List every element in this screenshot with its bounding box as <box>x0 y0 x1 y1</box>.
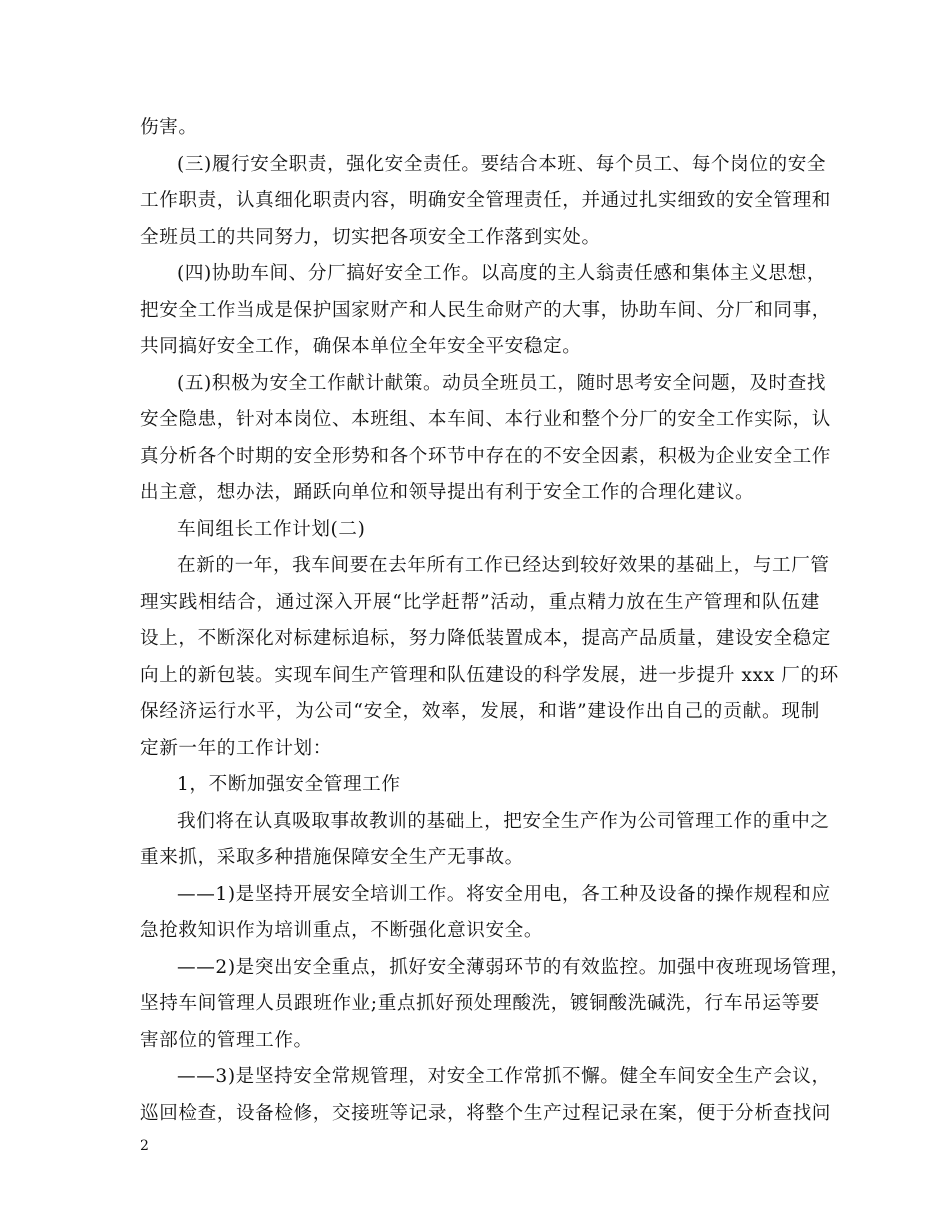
text-line: 害部位的管理工作。 <box>140 1029 313 1051</box>
text-line: (三)履行安全职责，强化安全责任。要结合本班、每个员工、每个岗位的安全 <box>177 153 827 175</box>
text-line: 理实践相结合，通过深入开展“比学赶帮”活动，重点精力放在生产管理和队伍建 <box>140 591 820 613</box>
text-line: 安全隐患，针对本岗位、本班组、本车间、本行业和整个分厂的安全工作实际，认 <box>140 409 831 430</box>
text-line: 共同搞好安全工作，确保本单位全年安全平安稳定。 <box>140 336 582 357</box>
text-line: 把安全工作当成是保护国家财产和人民生命财产的大事，协助车间、分厂和同事， <box>140 299 831 321</box>
text-line: 坚持车间管理人员跟班作业;重点抓好预处理酸洗，镀铜酸洗碱洗，行车吊运等要 <box>140 993 820 1014</box>
text-line: 重来抓，采取多种措施保障安全生产无事故。 <box>140 847 524 868</box>
text-line: (五)积极为安全工作献计献策。动员全班员工，随时思考安全问题，及时查找 <box>177 372 827 394</box>
text-line: ——1)是坚持开展安全培训工作。将安全用电，各工种及设备的操作规程和应 <box>177 883 831 905</box>
section-heading: 车间组长工作计划(二) <box>177 518 366 540</box>
text-line: 我们将在认真吸取事故教训的基础上，把安全生产作为公司管理工作的重中之 <box>177 810 830 832</box>
text-line: 设上，不断深化对标建标追标，努力降低装置成本，提高产品质量，建设安全稳定 <box>140 628 831 649</box>
text-line: ——3)是坚持安全常规管理，对安全工作常抓不懈。健全车间安全生产会议， <box>177 1066 831 1087</box>
text-line: 全班员工的共同努力，切实把各项安全工作落到实处。 <box>140 226 601 248</box>
text-line: 伤害。 <box>140 117 198 138</box>
text-line: 定新一年的工作计划： <box>140 737 332 759</box>
text-line: 向上的新包装。实现车间生产管理和队伍建设的科学发展，进一步提升 xxx 厂的环 <box>140 664 839 686</box>
text-line: 在新的一年，我车间要在去年所有工作已经达到较好效果的基础上，与工厂管 <box>177 555 830 576</box>
text-line: 工作职责，认真细化职责内容，明确安全管理责任，并通过扎实细致的安全管理和 <box>140 190 831 211</box>
subsection-heading: 1，不断加强安全管理工作 <box>177 774 401 795</box>
text-line: 急抢救知识作为培训重点，不断强化意识安全。 <box>140 920 544 941</box>
text-line: 真分析各个时期的安全形势和各个环节中存在的不安全因素，积极为企业安全工作 <box>140 445 831 467</box>
text-line: (四)协助车间、分厂搞好安全工作。以高度的主人翁责任感和集体主义思想， <box>177 263 827 284</box>
page-number: 2 <box>140 1138 149 1154</box>
text-line: ——2)是突出安全重点，抓好安全薄弱环节的有效监控。加强中夜班现场管理， <box>177 956 850 978</box>
text-line: 出主意，想办法，踊跃向单位和领导提出有利于安全工作的合理化建议。 <box>140 482 755 503</box>
text-line: 巡回检查，设备检修，交接班等记录，将整个生产过程记录在案，便于分析查找问 <box>140 1102 831 1124</box>
text-line: 保经济运行水平，为公司“安全，效率，发展，和谐”建设作出自己的贡献。现制 <box>140 701 820 722</box>
